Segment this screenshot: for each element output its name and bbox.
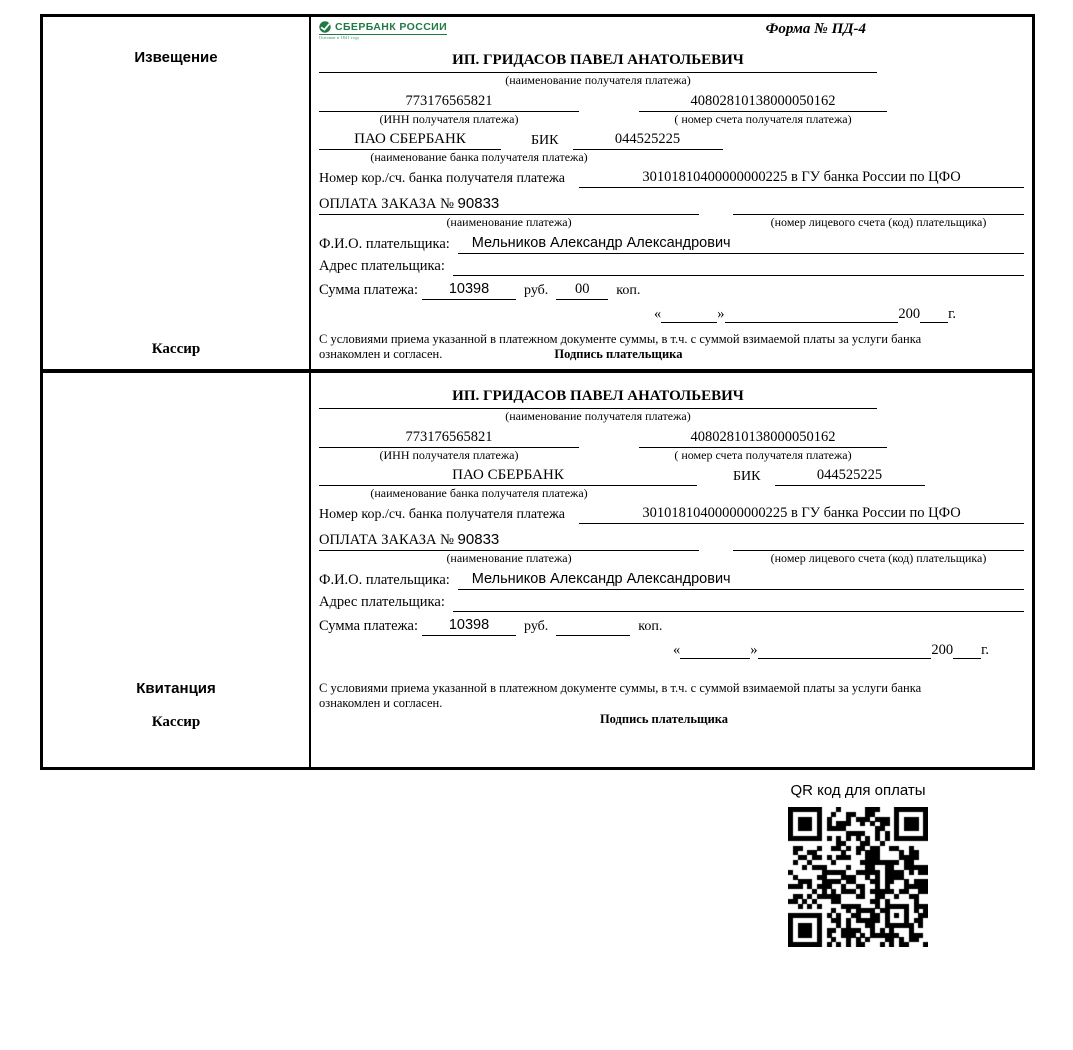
corr-label: Номер кор./сч. банка получателя платежа <box>319 507 565 522</box>
personal-caption: (номер лицевого счета (код) плательщика) <box>770 551 987 565</box>
sberbank-logo-text: СБЕРБАНК РОССИИ <box>335 21 448 33</box>
payee-caption: (наименование получателя платежа) <box>505 409 691 423</box>
payer-name: Мельников Александр Александрович <box>458 570 1024 590</box>
bik-value: 044525225 <box>775 466 925 486</box>
qr-code-image <box>788 807 928 947</box>
personal-account-field <box>733 196 1024 215</box>
rub-label: руб. <box>524 283 549 298</box>
purpose-caption: (наименование платежа) <box>446 215 572 229</box>
quote-open: « <box>673 642 681 658</box>
bank-caption: (наименование банка получателя платежа) <box>370 150 588 164</box>
fio-label: Ф.И.О. плательщика: <box>319 236 450 252</box>
address-label: Адрес плательщика: <box>319 258 445 274</box>
sum-kop <box>556 635 630 636</box>
date-line <box>654 305 956 323</box>
receipt-label: Квитанция <box>136 680 216 697</box>
payer-address <box>453 611 1024 612</box>
corr-label: Номер кор./сч. банка получателя платежа <box>319 171 565 186</box>
payer-address <box>453 275 1024 276</box>
form-number: Форма № ПД-4 <box>765 21 866 37</box>
agreement-line2: ознакомлен и согласен. <box>319 347 443 361</box>
sberbank-logo-tagline: Основан в 1841 году <box>319 35 360 40</box>
cashier-label: Кассир <box>151 341 201 357</box>
date-line <box>673 641 989 659</box>
payee-name: ИП. ГРИДАСОВ ПАВЕЛ АНАТОЛЬЕВИЧ <box>319 51 877 73</box>
bank-caption: (наименование банка получателя платежа) <box>370 486 588 500</box>
date-year-field <box>953 641 981 659</box>
qr-title: QR код для оплаты <box>790 782 926 799</box>
notice-label: Извещение <box>134 49 218 66</box>
notice-side-column <box>43 17 311 369</box>
payment-purpose <box>319 530 699 551</box>
sum-label: Сумма платежа: <box>319 618 418 634</box>
signature-label: Подпись плательщика <box>554 347 683 361</box>
year-prefix: 200 <box>898 306 921 322</box>
date-month-field <box>758 641 932 659</box>
agreement-line2: ознакомлен и согласен. <box>319 696 443 710</box>
corr-account: 30101810400000000225 в ГУ банка России по ЦФО <box>579 168 1024 188</box>
account-caption: ( номер счета получателя платежа) <box>674 448 852 462</box>
inn-caption: (ИНН получателя платежа) <box>379 112 519 126</box>
receipt-content <box>311 373 1032 767</box>
payment-form-pd4 <box>40 14 1035 770</box>
sum-kop: 00 <box>556 280 608 300</box>
kop-label: коп. <box>616 283 641 298</box>
agreement-text <box>319 681 1024 711</box>
purpose-caption: (наименование платежа) <box>446 551 572 565</box>
date-month-field <box>725 305 899 323</box>
sum-rub: 10398 <box>422 280 516 300</box>
payee-caption: (наименование получателя платежа) <box>505 73 691 87</box>
bik-value: 044525225 <box>573 130 723 150</box>
bank-name: ПАО СБЕРБАНК <box>319 466 697 486</box>
agreement-text <box>319 332 1024 362</box>
address-label: Адрес плательщика: <box>319 594 445 610</box>
date-day-field <box>680 641 750 659</box>
sum-rub: 10398 <box>422 616 516 636</box>
bank-name: ПАО СБЕРБАНК <box>319 130 501 150</box>
sberbank-logo <box>319 21 447 40</box>
inn-caption: (ИНН получателя платежа) <box>379 448 519 462</box>
year-prefix: 200 <box>931 642 954 658</box>
notice-section <box>43 17 1032 373</box>
date-year-field <box>920 305 948 323</box>
year-suffix: г. <box>981 642 989 658</box>
order-number: 90833 <box>457 531 500 548</box>
payee-name: ИП. ГРИДАСОВ ПАВЕЛ АНАТОЛЬЕВИЧ <box>319 387 877 409</box>
account-caption: ( номер счета получателя платежа) <box>674 112 852 126</box>
kop-label: коп. <box>638 619 663 634</box>
payer-name: Мельников Александр Александрович <box>458 234 1024 254</box>
payee-inn: 773176565821 <box>319 92 579 112</box>
quote-open: « <box>654 306 662 322</box>
fio-label: Ф.И.О. плательщика: <box>319 572 450 588</box>
signature-label: Подпись плательщика <box>599 712 729 726</box>
corr-account: 30101810400000000225 в ГУ банка России по ЦФО <box>579 504 1024 524</box>
payee-inn: 773176565821 <box>319 428 579 448</box>
agreement-line1: С условиями приема указанной в платежном документе суммы, в т.ч. с суммой взимаемой платы за услуги банка <box>319 332 922 346</box>
order-number: 90833 <box>457 195 500 212</box>
receipt-section <box>43 373 1032 767</box>
quote-close: » <box>750 642 758 658</box>
payment-purpose <box>319 194 699 215</box>
cashier-label: Кассир <box>151 714 201 730</box>
sberbank-circle-icon <box>319 21 331 33</box>
year-suffix: г. <box>948 306 956 322</box>
qr-block <box>772 782 944 947</box>
rub-label: руб. <box>524 619 549 634</box>
payment-purpose-text: ОПЛАТА ЗАКАЗА № <box>319 532 454 548</box>
payee-account: 40802810138000050162 <box>639 428 887 448</box>
notice-content <box>311 17 1032 369</box>
personal-caption: (номер лицевого счета (код) плательщика) <box>770 215 987 229</box>
payment-purpose-text: ОПЛАТА ЗАКАЗА № <box>319 196 454 212</box>
payee-account: 40802810138000050162 <box>639 92 887 112</box>
bik-label: БИК <box>531 133 559 148</box>
personal-account-field <box>733 532 1024 551</box>
quote-close: » <box>717 306 725 322</box>
bik-label: БИК <box>733 469 761 484</box>
receipt-side-column <box>43 373 311 767</box>
sum-label: Сумма платежа: <box>319 282 418 298</box>
date-day-field <box>661 305 717 323</box>
agreement-line1: С условиями приема указанной в платежном документе суммы, в т.ч. с суммой взимаемой платы за услуги банка <box>319 681 922 695</box>
